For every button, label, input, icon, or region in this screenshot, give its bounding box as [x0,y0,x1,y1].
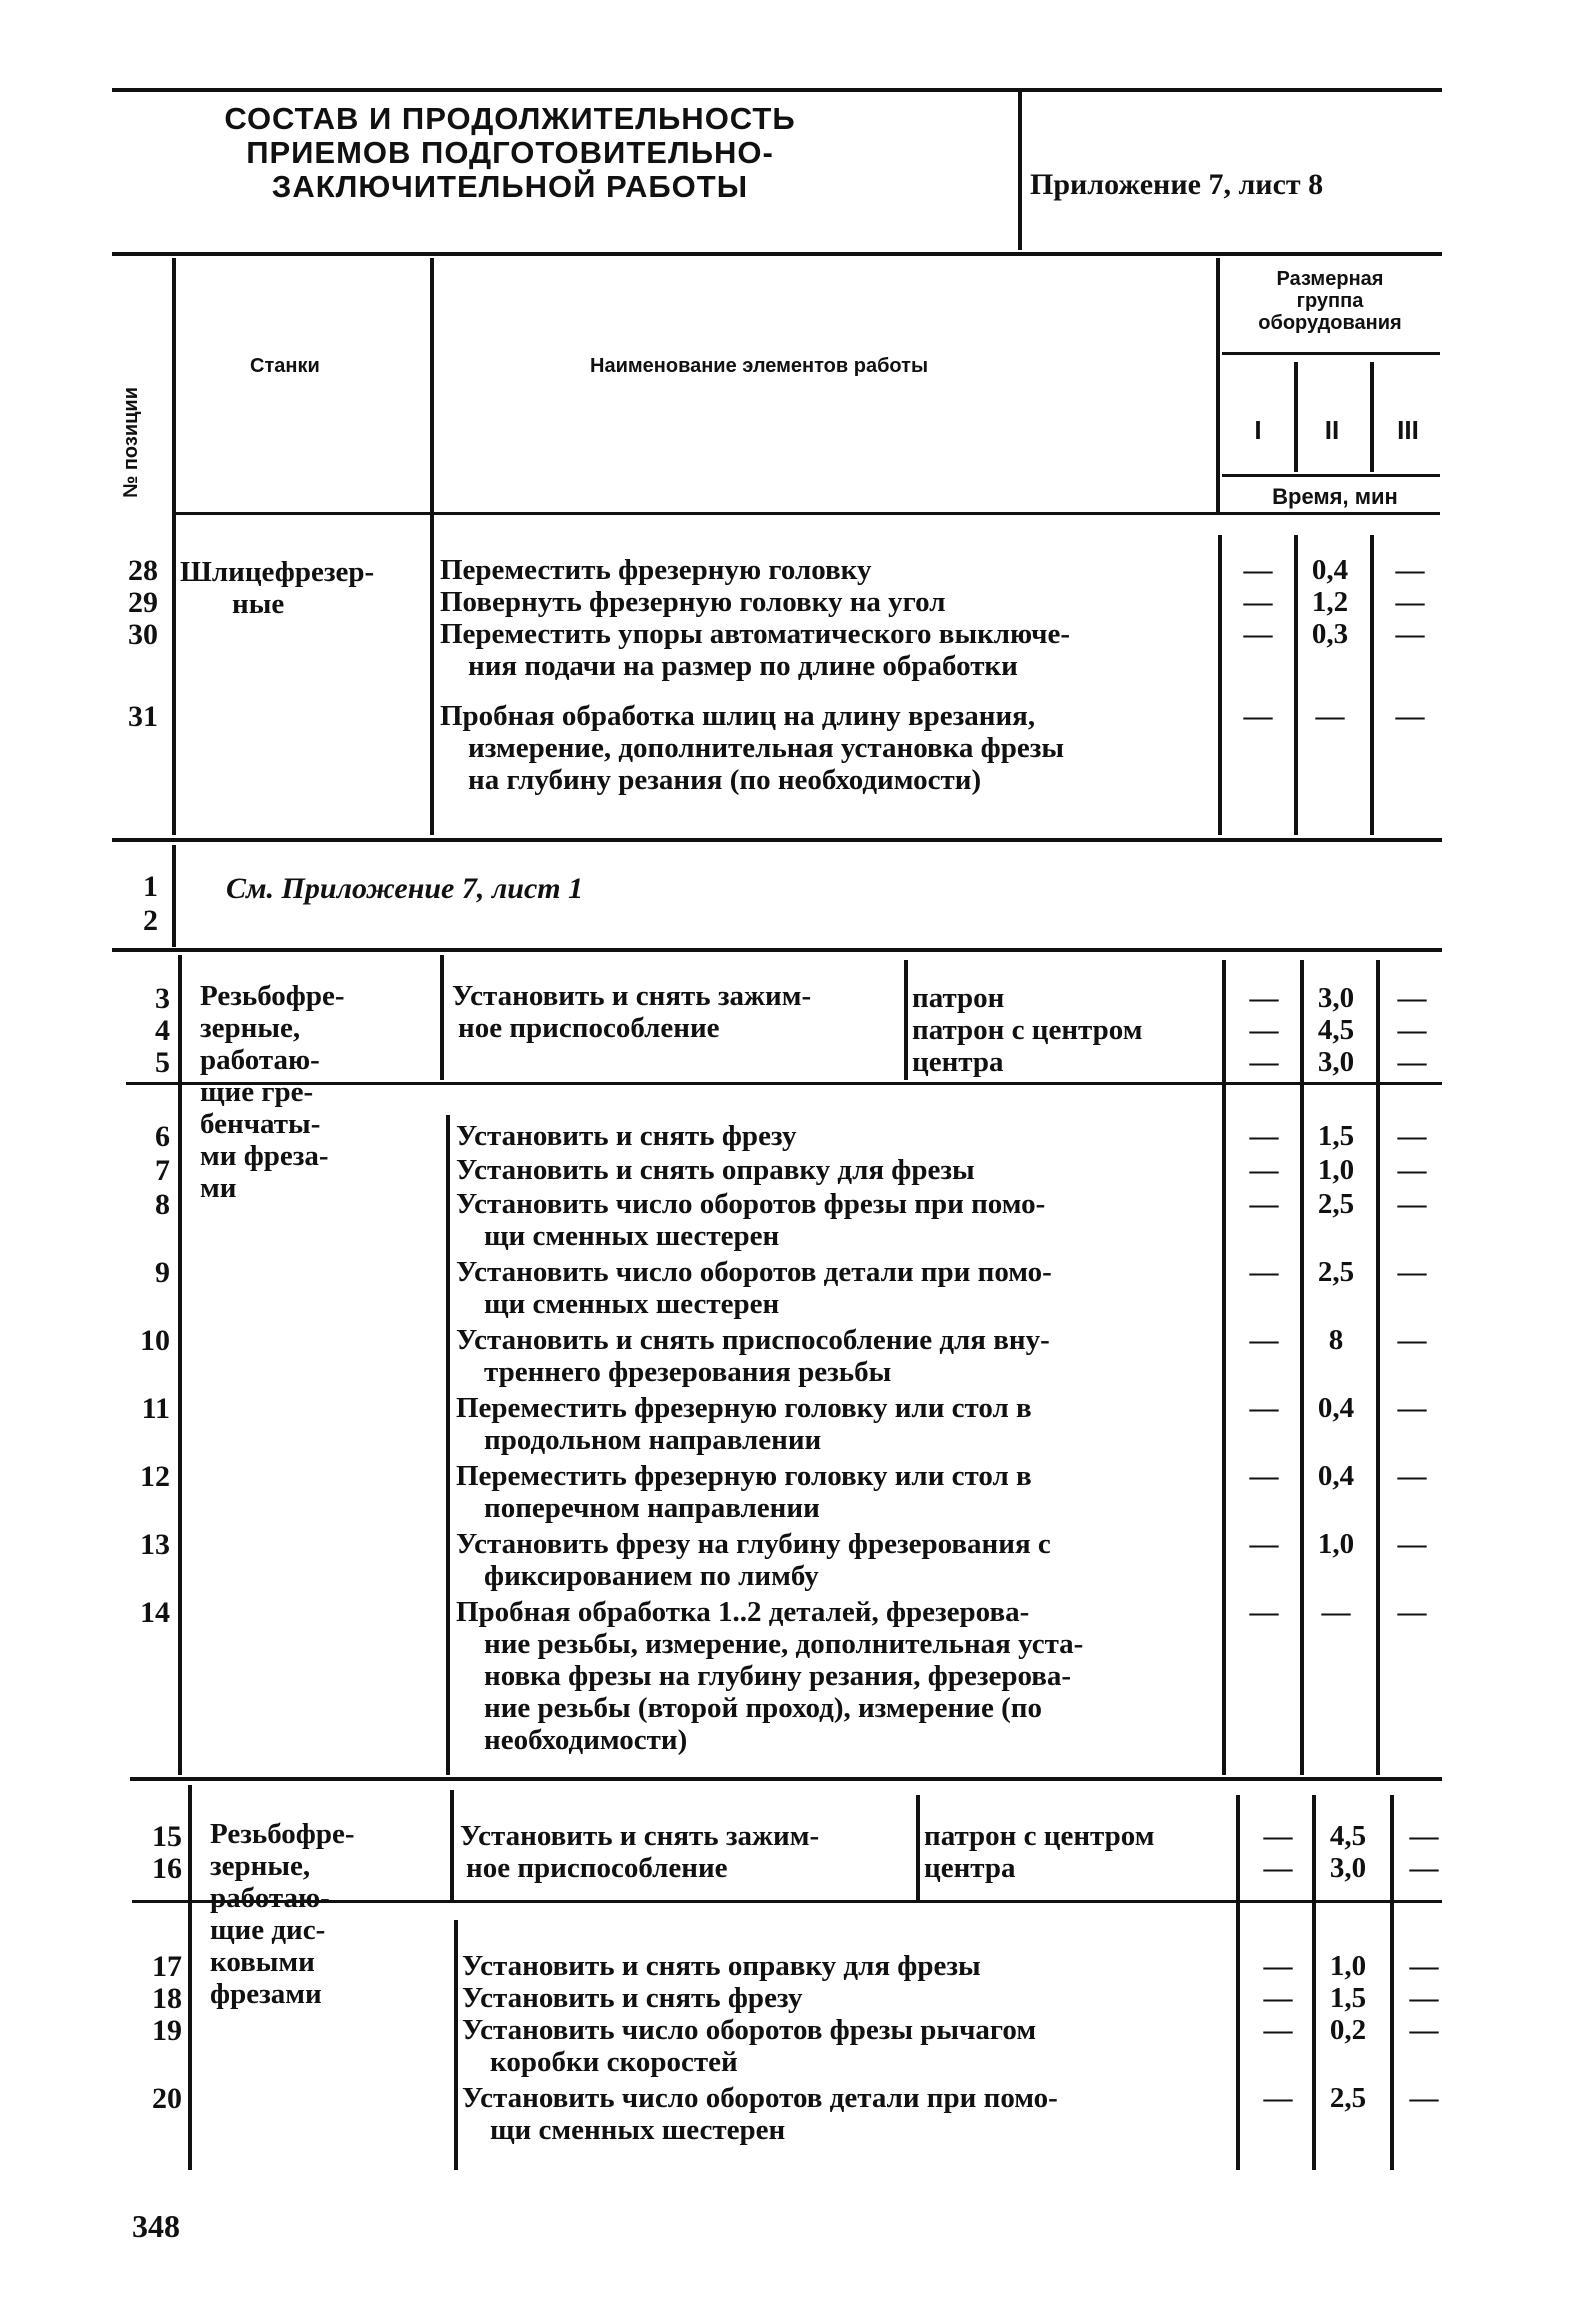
s3-row-group-2-value: 0,4 [1317,1460,1355,1492]
s3-row-text-line: Переместить фрезерную головку или стол в [456,1392,1032,1424]
col-sep-3 [1216,258,1220,513]
s4-row-group-3-value: — [1409,1950,1439,1982]
s3-row-text-line: Установить и снять фрезу [456,1120,797,1152]
s1-row-num: 31 [128,700,158,733]
machines-header: Станки [250,355,320,377]
group-1-header: I [1254,415,1262,445]
s3-row-text-line: необходимости) [484,1724,688,1756]
time-header: Время, мин [1272,484,1398,509]
s3-row-group-3-value: — [1397,1324,1427,1356]
header-bottom-rule [112,252,1442,256]
s4-clamp-group-1-value: — [1263,1820,1293,1852]
s4-row-group-2-value: 0,2 [1329,2014,1367,2046]
s4-row-num: 18 [152,1982,182,2015]
s3-row-num: 6 [155,1120,170,1153]
s3-row-group-2-value: 2,5 [1317,1188,1355,1220]
s4-sep-4 [1312,1795,1316,2170]
s1-row-num: 28 [128,554,158,587]
s3-row-text-line: ние резьбы (второй проход), измерение (по [484,1692,1042,1724]
s4-clamp-line-1: Установить и снять зажим- [460,1820,820,1852]
s1-row-text-line: измерение, дополнительная установка фрезы [468,732,1065,764]
s1-row-num: 30 [128,618,158,651]
size-group-line-2: группа [1296,290,1364,312]
s3-row-group-1-value: — [1249,1392,1279,1424]
page-number: 348 [132,2208,180,2244]
s3-row-text [456,1596,1222,1756]
col-sep-2 [430,258,434,513]
s3-row-group-2-value: — [1321,1596,1351,1628]
s3-clamp-group-3-value: — [1397,1014,1427,1046]
s3-machine-line-2: зерные, [200,1012,301,1044]
s3-sep-1 [178,955,182,1775]
s4-row-group-2-value: 1,5 [1329,1982,1367,2014]
s1-row-group-1-value: — [1243,554,1273,586]
s3-row-text [456,1460,1222,1524]
s1-row-text-line: Переместить фрезерную головку [440,554,872,586]
s3-row-group-3-value: — [1397,1596,1427,1628]
s3-row-group-1-value: — [1249,1528,1279,1560]
s4-machine-line-5: ковыми [210,1946,315,1978]
s4-clamp-line-2: ное приспособление [466,1852,728,1884]
s4-clamp-sub: центра [924,1852,1016,1884]
s1-row-group-3-value: — [1395,618,1425,650]
s4-row-text-line: коробки скоростей [490,2046,738,2078]
s3-row-group-1-value: — [1249,1324,1279,1356]
s3-row-text-line: Переместить фрезерную головку или стол в [456,1460,1032,1492]
s3-row-group-3-value: — [1397,1154,1427,1186]
s3-row-text [456,1120,1222,1152]
s4-clamp-group-3-value: — [1409,1852,1439,1884]
s4-sep-3 [1236,1795,1240,2170]
s4-row-text-line: Установить и снять фрезу [462,1982,803,2014]
s1-bottom-rule [112,838,1442,842]
s1-row-text [440,700,1215,796]
s4-machine-line-1: Резьбофре- [210,1818,355,1850]
s4-row-text-line: щи сменных шестерен [490,2114,786,2146]
s3-row-group-2-value: 0,4 [1317,1392,1355,1424]
s1-sep-2 [430,515,434,835]
s1-row-group-1-value: — [1243,700,1273,732]
s1-row-group-2-value: 1,2 [1311,586,1349,618]
size-group-line-3: оборудования [1258,312,1402,334]
s1-machine-line-1: Шлицефрезер- [180,556,375,588]
s4-row-group-3-value: — [1409,1982,1439,2014]
s3-row-group-3-value: — [1397,1460,1427,1492]
s4-row-text-line: Установить число оборотов детали при помо- [462,2082,1058,2114]
s3-clamp-group-3-value: — [1397,982,1427,1014]
s3-clamp-group-3-value: — [1397,1046,1427,1078]
s3-row-group-1-value: — [1249,1596,1279,1628]
s3-row-text-line: Установить число оборотов фрезы при помо- [456,1188,1046,1220]
s1-row-text-line: Пробная обработка шлиц на длину врезания, [440,700,1036,732]
s1-row-group-2-value: 0,4 [1311,554,1349,586]
s3-row-num: 9 [155,1256,170,1289]
s3-row-group-3-value: — [1397,1188,1427,1220]
s4-row-group-1-value: — [1263,1982,1293,2014]
s2-reference: См. Приложение 7, лист 1 [226,872,584,905]
s4-sep-1 [188,1785,192,2170]
s3-row-text-line: продольном направлении [484,1424,822,1456]
s3-machine-line-6: ми фреза- [200,1140,329,1172]
s3-sep-sub [904,960,908,1080]
position-header: № позиции [120,386,142,498]
s3-row-text-line: Установить фрезу на глубину фрезерования с [456,1528,1051,1560]
s4-row-text [462,2082,1234,2146]
s4-sep-5 [1390,1795,1394,2170]
s3-row-text [456,1188,1222,1252]
group-3-header: III [1397,415,1419,445]
s3-row-text [456,1324,1222,1388]
appendix-label: Приложение 7, лист 8 [1030,168,1324,201]
s3-clamp-group-2-value: 3,0 [1317,1046,1355,1078]
s3-clamp-line-2: ное приспособление [458,1012,720,1044]
group-sep-1 [1294,362,1298,472]
s3-clamp-group-1-value: — [1249,982,1279,1014]
s4-sep-2b [454,1920,458,2170]
s4-machine [210,1818,440,2010]
top-rule [112,88,1442,92]
s1-row-text [440,554,1215,586]
s4-row-group-3-value: — [1409,2082,1439,2114]
title-line-2: ПРИЕМОВ ПОДГОТОВИТЕЛЬНО- [246,135,774,170]
heading-bottom-rule [172,512,1440,515]
s3-row-group-1-value: — [1249,1120,1279,1152]
s3-sep-2b [446,1115,450,1775]
s3-clamp-num: 3 [155,982,170,1015]
s3-row-text-line: треннего фрезерования резьбы [484,1356,892,1388]
s3-clamp-group-1-value: — [1249,1014,1279,1046]
s3-row-text [456,1528,1222,1592]
s3-row-text-line: поперечном направлении [484,1492,820,1524]
s3-machine-line-1: Резьбофре- [200,980,345,1012]
s1-row-text [440,618,1215,682]
s3-row-group-1-value: — [1249,1460,1279,1492]
s3-row-text [456,1392,1222,1456]
s4-row-num: 20 [152,2082,182,2115]
s3-machine-line-5: бенчаты- [200,1108,321,1140]
elements-header: Наименование элементов работы [590,355,929,377]
s3-machine [200,980,430,1204]
s1-row-text-line: Повернуть фрезерную головку на угол [440,586,946,618]
s3-row-group-1-value: — [1249,1154,1279,1186]
size-group-line-1: Размерная [1276,268,1384,290]
s1-row-group-1-value: — [1243,618,1273,650]
s3-sep-2 [440,955,444,1080]
page-title [150,102,870,204]
s3-clamp-sub: патрон с центром [912,1014,1143,1046]
s1-row-group-3-value: — [1395,554,1425,586]
s1-row-num: 29 [128,586,158,619]
s1-row-text-line: ния подачи на размер по длине обработки [468,650,1018,682]
s3-row-text-line: Установить число оборотов детали при помо- [456,1256,1052,1288]
s3-row-group-3-value: — [1397,1256,1427,1288]
s2-num-1: 1 [143,870,158,903]
s3-bottom-rule [130,1777,1442,1781]
s3-row-num: 7 [155,1154,170,1187]
s4-machine-line-4: щие дис- [210,1914,326,1946]
s3-row-group-1-value: — [1249,1256,1279,1288]
s4-clamp-group-2-value: 3,0 [1329,1852,1367,1884]
s2-bottom-rule [112,948,1442,952]
s3-row-text-line: ние резьбы, измерение, дополнительная уста- [484,1628,1084,1660]
s1-row-group-1-value: — [1243,586,1273,618]
s3-row-group-3-value: — [1397,1392,1427,1424]
s4-sep-2 [450,1790,454,1900]
s3-row-group-2-value: 1,5 [1317,1120,1355,1152]
s4-row-text-line: Установить и снять оправку для фрезы [462,1950,981,1982]
size-group-header [1225,268,1435,334]
s4-machine-line-6: фрезами [210,1978,322,2010]
s3-row-text-line: щи сменных шестерен [484,1220,780,1252]
s1-row-text-line: Переместить упоры автоматического выключе- [440,618,1070,650]
s3-row-text [456,1154,1222,1186]
s4-row-group-1-value: — [1263,2082,1293,2114]
group-rule [1222,352,1440,355]
s4-row-group-2-value: 2,5 [1329,2082,1367,2114]
s4-sep-sub [916,1795,920,1900]
s3-clamp-line-1: Установить и снять зажим- [452,980,812,1012]
s3-row-num: 10 [140,1324,170,1357]
s1-row-group-2-value: 0,3 [1311,618,1349,650]
s4-clamp-group-1-value: — [1263,1852,1293,1884]
s4-clamp-num: 16 [152,1852,182,1885]
s4-clamp-sub: патрон с центром [924,1820,1155,1852]
s4-clamp-label [460,1820,915,1884]
s4-row-group-1-value: — [1263,1950,1293,1982]
s3-clamp-group-1-value: — [1249,1046,1279,1078]
s3-row-num: 14 [140,1596,170,1629]
s1-sep-1 [172,515,176,835]
s3-clamp-num: 4 [155,1014,170,1047]
s3-row-text-line: фиксированием по лимбу [484,1560,819,1592]
s3-row-group-3-value: — [1397,1528,1427,1560]
title-line-1: СОСТАВ И ПРОДОЛЖИТЕЛЬНОСТЬ [224,101,796,136]
s3-row-text [456,1256,1222,1320]
s4-row-group-2-value: 1,0 [1329,1950,1367,1982]
s3-row-group-2-value: 2,5 [1317,1256,1355,1288]
s4-clamp-group-2-value: 4,5 [1329,1820,1367,1852]
s3-row-text-line: Установить и снять оправку для фрезы [456,1154,975,1186]
s3-row-num: 12 [140,1460,170,1493]
s3-row-num: 13 [140,1528,170,1561]
s1-row-group-2-value: — [1315,700,1345,732]
s4-row-text [462,1982,1234,2014]
s3-clamp-num: 5 [155,1046,170,1079]
s4-machine-line-2: зерные, [210,1850,311,1882]
s3-under-5-rule [126,1082,182,1085]
s4-row-text [462,2014,1234,2078]
s2-sep [172,845,176,947]
s3-sep-4 [1300,960,1304,1775]
group-2-header: II [1324,415,1340,445]
s3-clamp-sub: патрон [912,982,1005,1014]
s3-clamp-group-2-value: 3,0 [1317,982,1355,1014]
s3-clamp-label [452,980,902,1044]
s4-row-group-1-value: — [1263,2014,1293,2046]
s4-row-group-3-value: — [1409,2014,1439,2046]
s3-machine-line-4: щие гре- [200,1076,314,1108]
s3-row-group-2-value: 1,0 [1317,1528,1355,1560]
s3-sep-3 [1222,960,1226,1775]
s3-row-text-line: новка фрезы на глубину резания, фрезерова- [484,1660,1072,1692]
s4-row-num: 19 [152,2014,182,2047]
s1-machine-line-2: ные [232,588,285,620]
s3-sep-5 [1376,960,1380,1775]
s1-sep-5 [1370,535,1374,835]
s3-row-text-line: Установить и снять приспособление для вну- [456,1324,1050,1356]
s3-row-group-1-value: — [1249,1188,1279,1220]
s3-row-group-2-value: 1,0 [1317,1154,1355,1186]
s4-machine-line-3: работаю- [210,1882,330,1914]
s3-clamp-sub: центра [912,1046,1004,1078]
title-line-3: ЗАКЛЮЧИТЕЛЬНОЙ РАБОТЫ [271,169,749,204]
s1-machine [180,556,420,620]
s4-row-text [462,1950,1234,1982]
s3-row-text-line: щи сменных шестерен [484,1288,780,1320]
s3-machine-line-7: ми [200,1172,237,1204]
s3-row-text-line: Пробная обработка 1..2 деталей, фрезерова- [456,1596,1030,1628]
s4-clamp-group-3-value: — [1409,1820,1439,1852]
header-divider [1018,92,1022,250]
s2-num-2: 2 [143,904,158,937]
s1-row-group-3-value: — [1395,700,1425,732]
col-sep-1 [172,258,176,513]
s3-row-num: 11 [141,1392,170,1425]
group-sep-2 [1370,362,1374,472]
s4-row-num: 17 [152,1950,182,1983]
s3-row-group-2-value: 8 [1328,1324,1344,1356]
time-rule [1222,474,1440,477]
s4-row-text-line: Установить число оборотов фрезы рычагом [462,2014,1037,2046]
s3-clamp-group-2-value: 4,5 [1317,1014,1355,1046]
s1-sep-3 [1218,535,1222,835]
s4-clamp-num: 15 [152,1820,182,1853]
s1-row-text-line: на глубину резания (по необходимости) [468,764,982,796]
s1-row-group-3-value: — [1395,586,1425,618]
s1-row-text [440,586,1215,618]
s3-machine-line-3: работаю- [200,1044,320,1076]
s3-row-num: 8 [155,1188,170,1221]
s3-row-group-3-value: — [1397,1120,1427,1152]
s1-sep-4 [1294,535,1298,835]
